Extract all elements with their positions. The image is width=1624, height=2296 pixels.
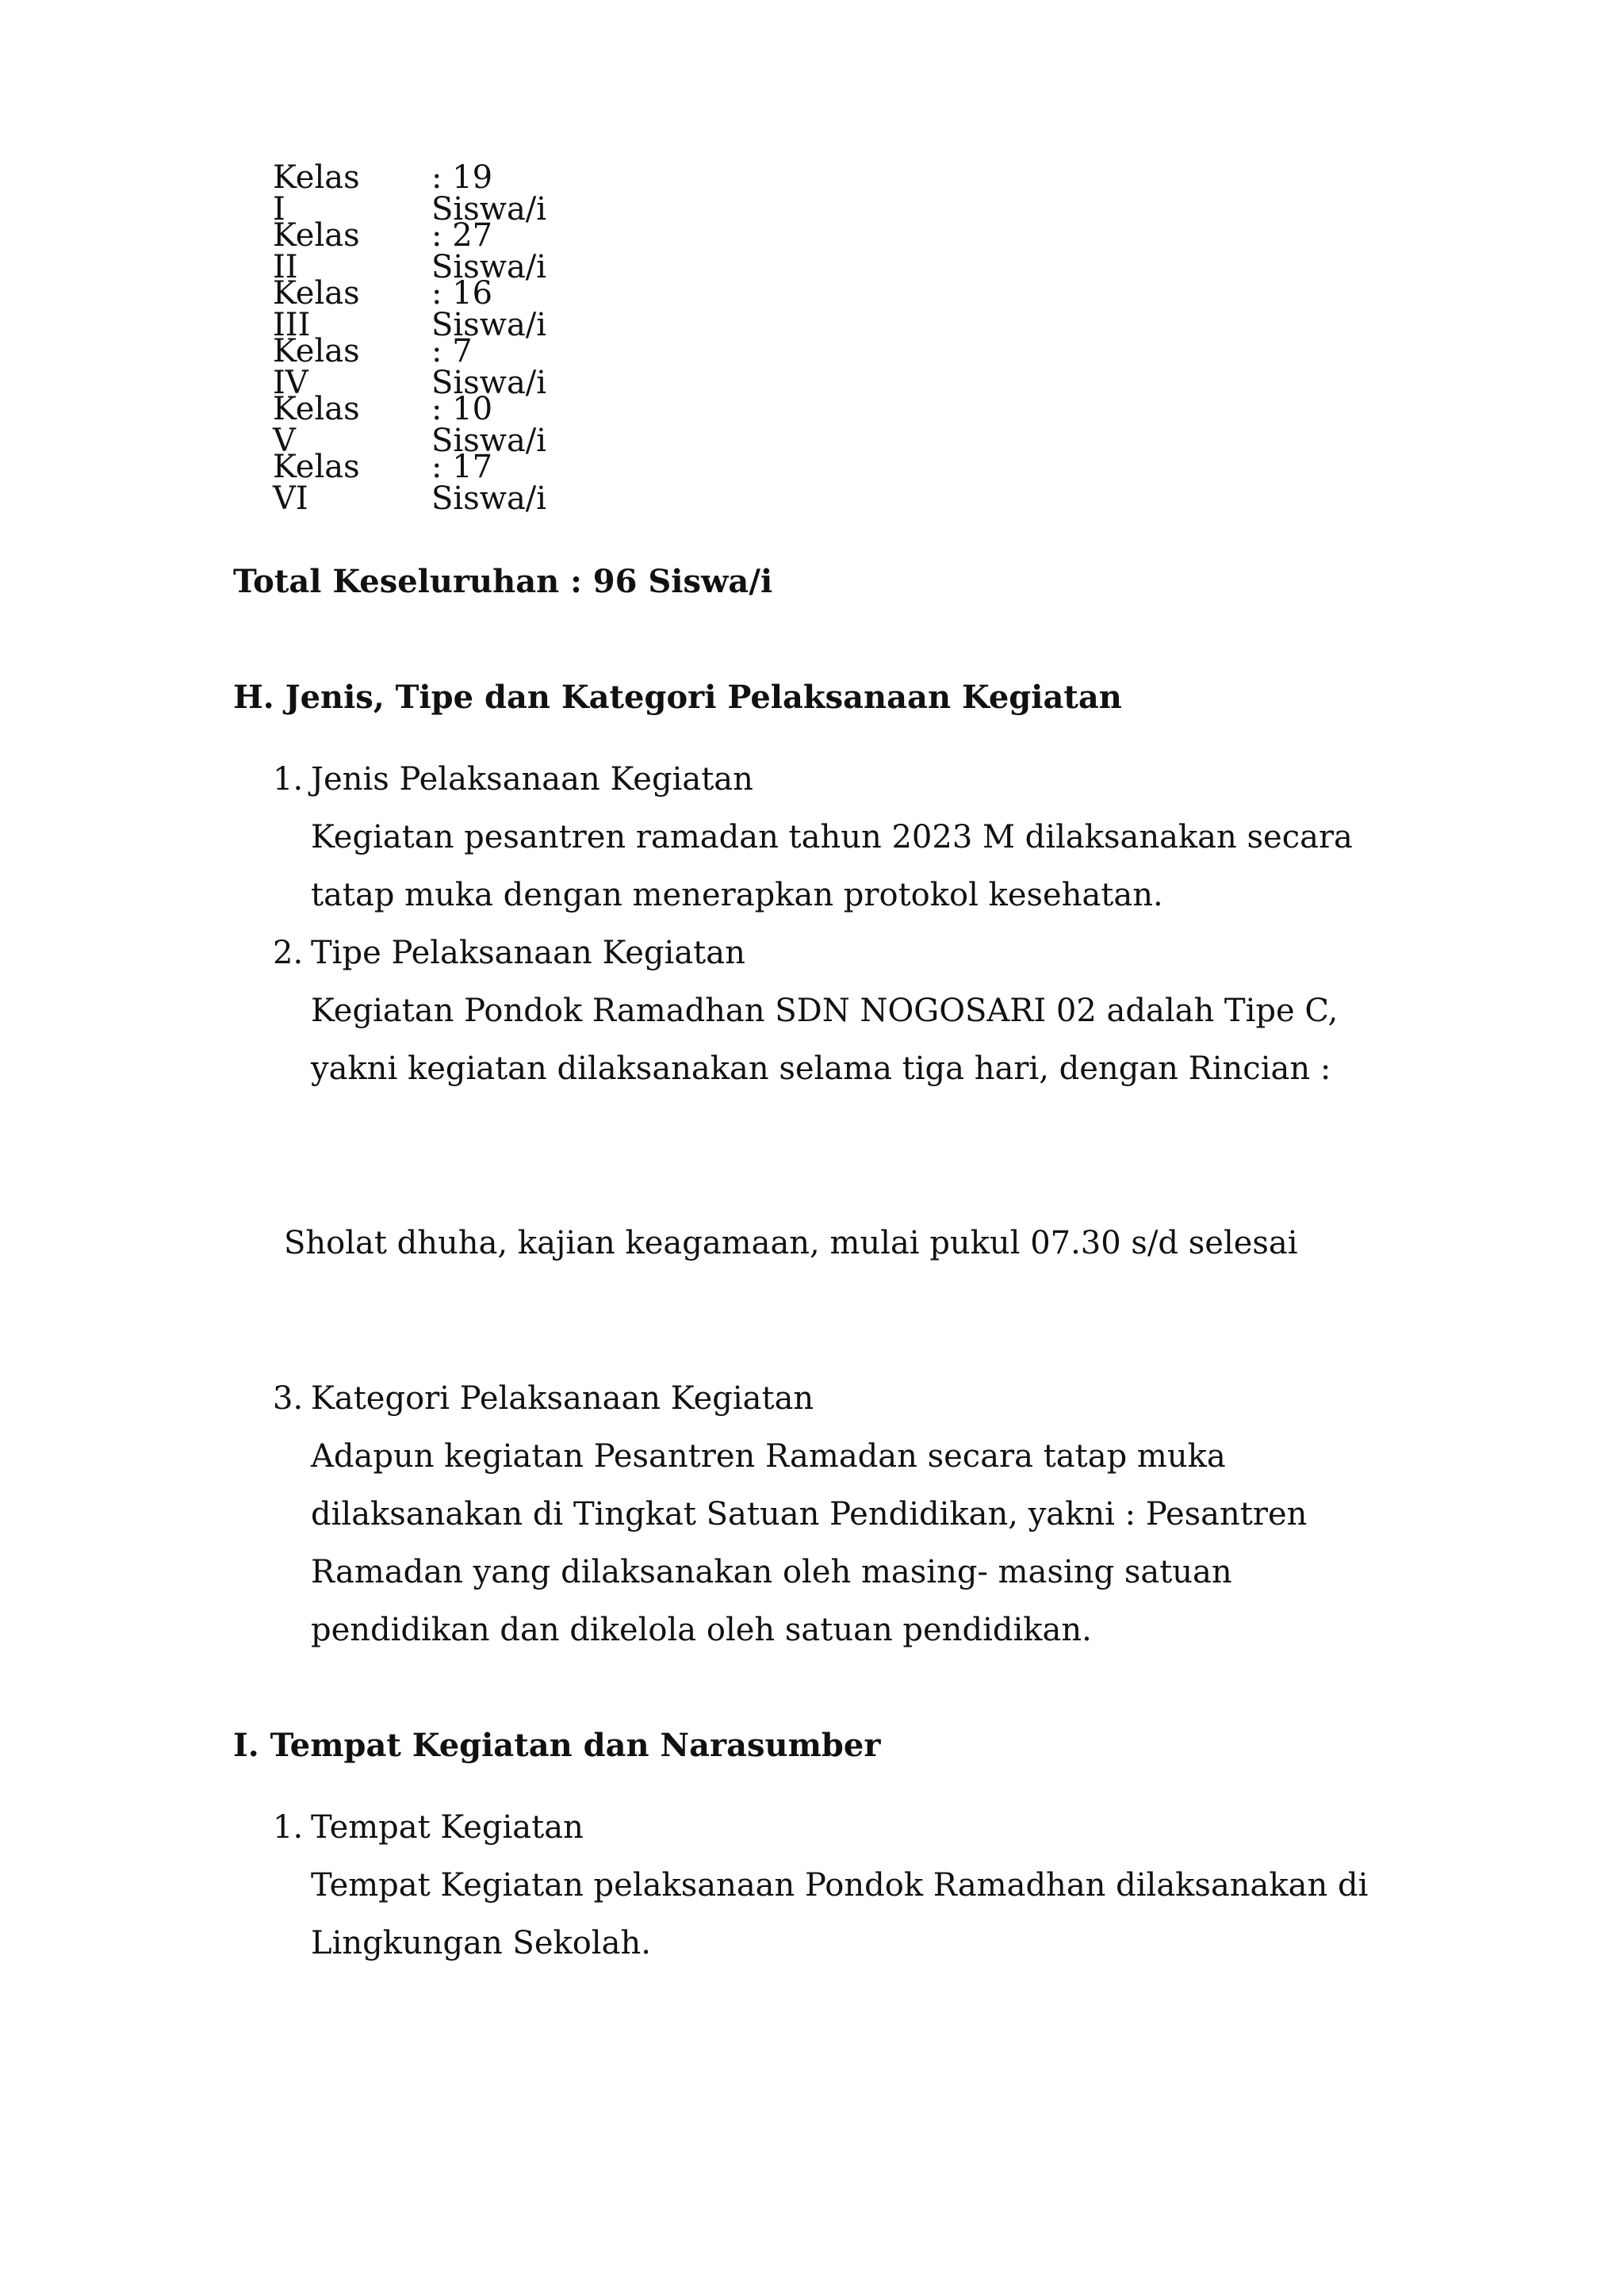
kelas-label: Kelas III: [273, 275, 360, 343]
kelas-count: : 10 Siswa/i: [431, 391, 547, 459]
list-item-number: 3.: [273, 1380, 304, 1417]
rincian-text: Sholat dhuha, kajian keagamaan, mulai pukul 07.30 s/d selesai: [284, 1225, 1298, 1261]
kelas-count: : 19 Siswa/i: [431, 159, 547, 228]
kelas-count: : 27 Siswa/i: [431, 217, 547, 285]
list-item-title: Jenis Pelaksanaan Kegiatan: [311, 761, 753, 798]
section-i-heading: I. Tempat Kegiatan dan Narasumber: [233, 1727, 881, 1764]
list-item-number: 2.: [273, 935, 304, 971]
list-item-number: 1.: [273, 761, 304, 798]
kelas-label: Kelas IV: [273, 333, 360, 401]
kelas-count: : 7 Siswa/i: [431, 333, 547, 401]
list-item-text: Kegiatan pesantren ramadan tahun 2023 M dilaksanakan secara: [311, 819, 1353, 855]
kelas-count: : 17 Siswa/i: [431, 449, 547, 517]
list-item-text: Ramadan yang dilaksanakan oleh masing- masing satuan: [311, 1554, 1232, 1590]
kelas-label: Kelas V: [273, 391, 360, 459]
kelas-label: Kelas II: [273, 217, 360, 285]
list-item-title: Kategori Pelaksanaan Kegiatan: [311, 1380, 814, 1417]
list-item-text: Adapun kegiatan Pesantren Ramadan secara tatap muka: [311, 1438, 1226, 1475]
list-item-text: Kegiatan Pondok Ramadhan SDN NOGOSARI 02 adalah Tipe C,: [311, 993, 1339, 1029]
kelas-count: : 16 Siswa/i: [431, 275, 547, 343]
list-item-title: Tipe Pelaksanaan Kegiatan: [311, 935, 745, 971]
list-item-text: tatap muka dengan menerapkan protokol kesehatan.: [311, 877, 1163, 913]
total-siswa: Total Keseluruhan : 96 Siswa/i: [233, 563, 773, 600]
section-h-heading: H. Jenis, Tipe dan Kategori Pelaksanaan Kegiatan: [233, 679, 1122, 716]
list-item-text: Tempat Kegiatan pelaksanaan Pondok Ramadhan dilaksanakan di: [311, 1867, 1369, 1904]
list-item-number: 1.: [273, 1809, 304, 1846]
list-item-title: Tempat Kegiatan: [311, 1809, 584, 1846]
kelas-label: Kelas I: [273, 159, 360, 228]
list-item-text: yakni kegiatan dilaksanakan selama tiga hari, dengan Rincian :: [311, 1050, 1331, 1087]
list-item-text: Lingkungan Sekolah.: [311, 1925, 651, 1961]
list-item-text: pendidikan dan dikelola oleh satuan pendidikan.: [311, 1612, 1092, 1648]
list-item-text: dilaksanakan di Tingkat Satuan Pendidikan, yakni : Pesantren: [311, 1496, 1308, 1533]
kelas-label: Kelas VI: [273, 449, 360, 517]
